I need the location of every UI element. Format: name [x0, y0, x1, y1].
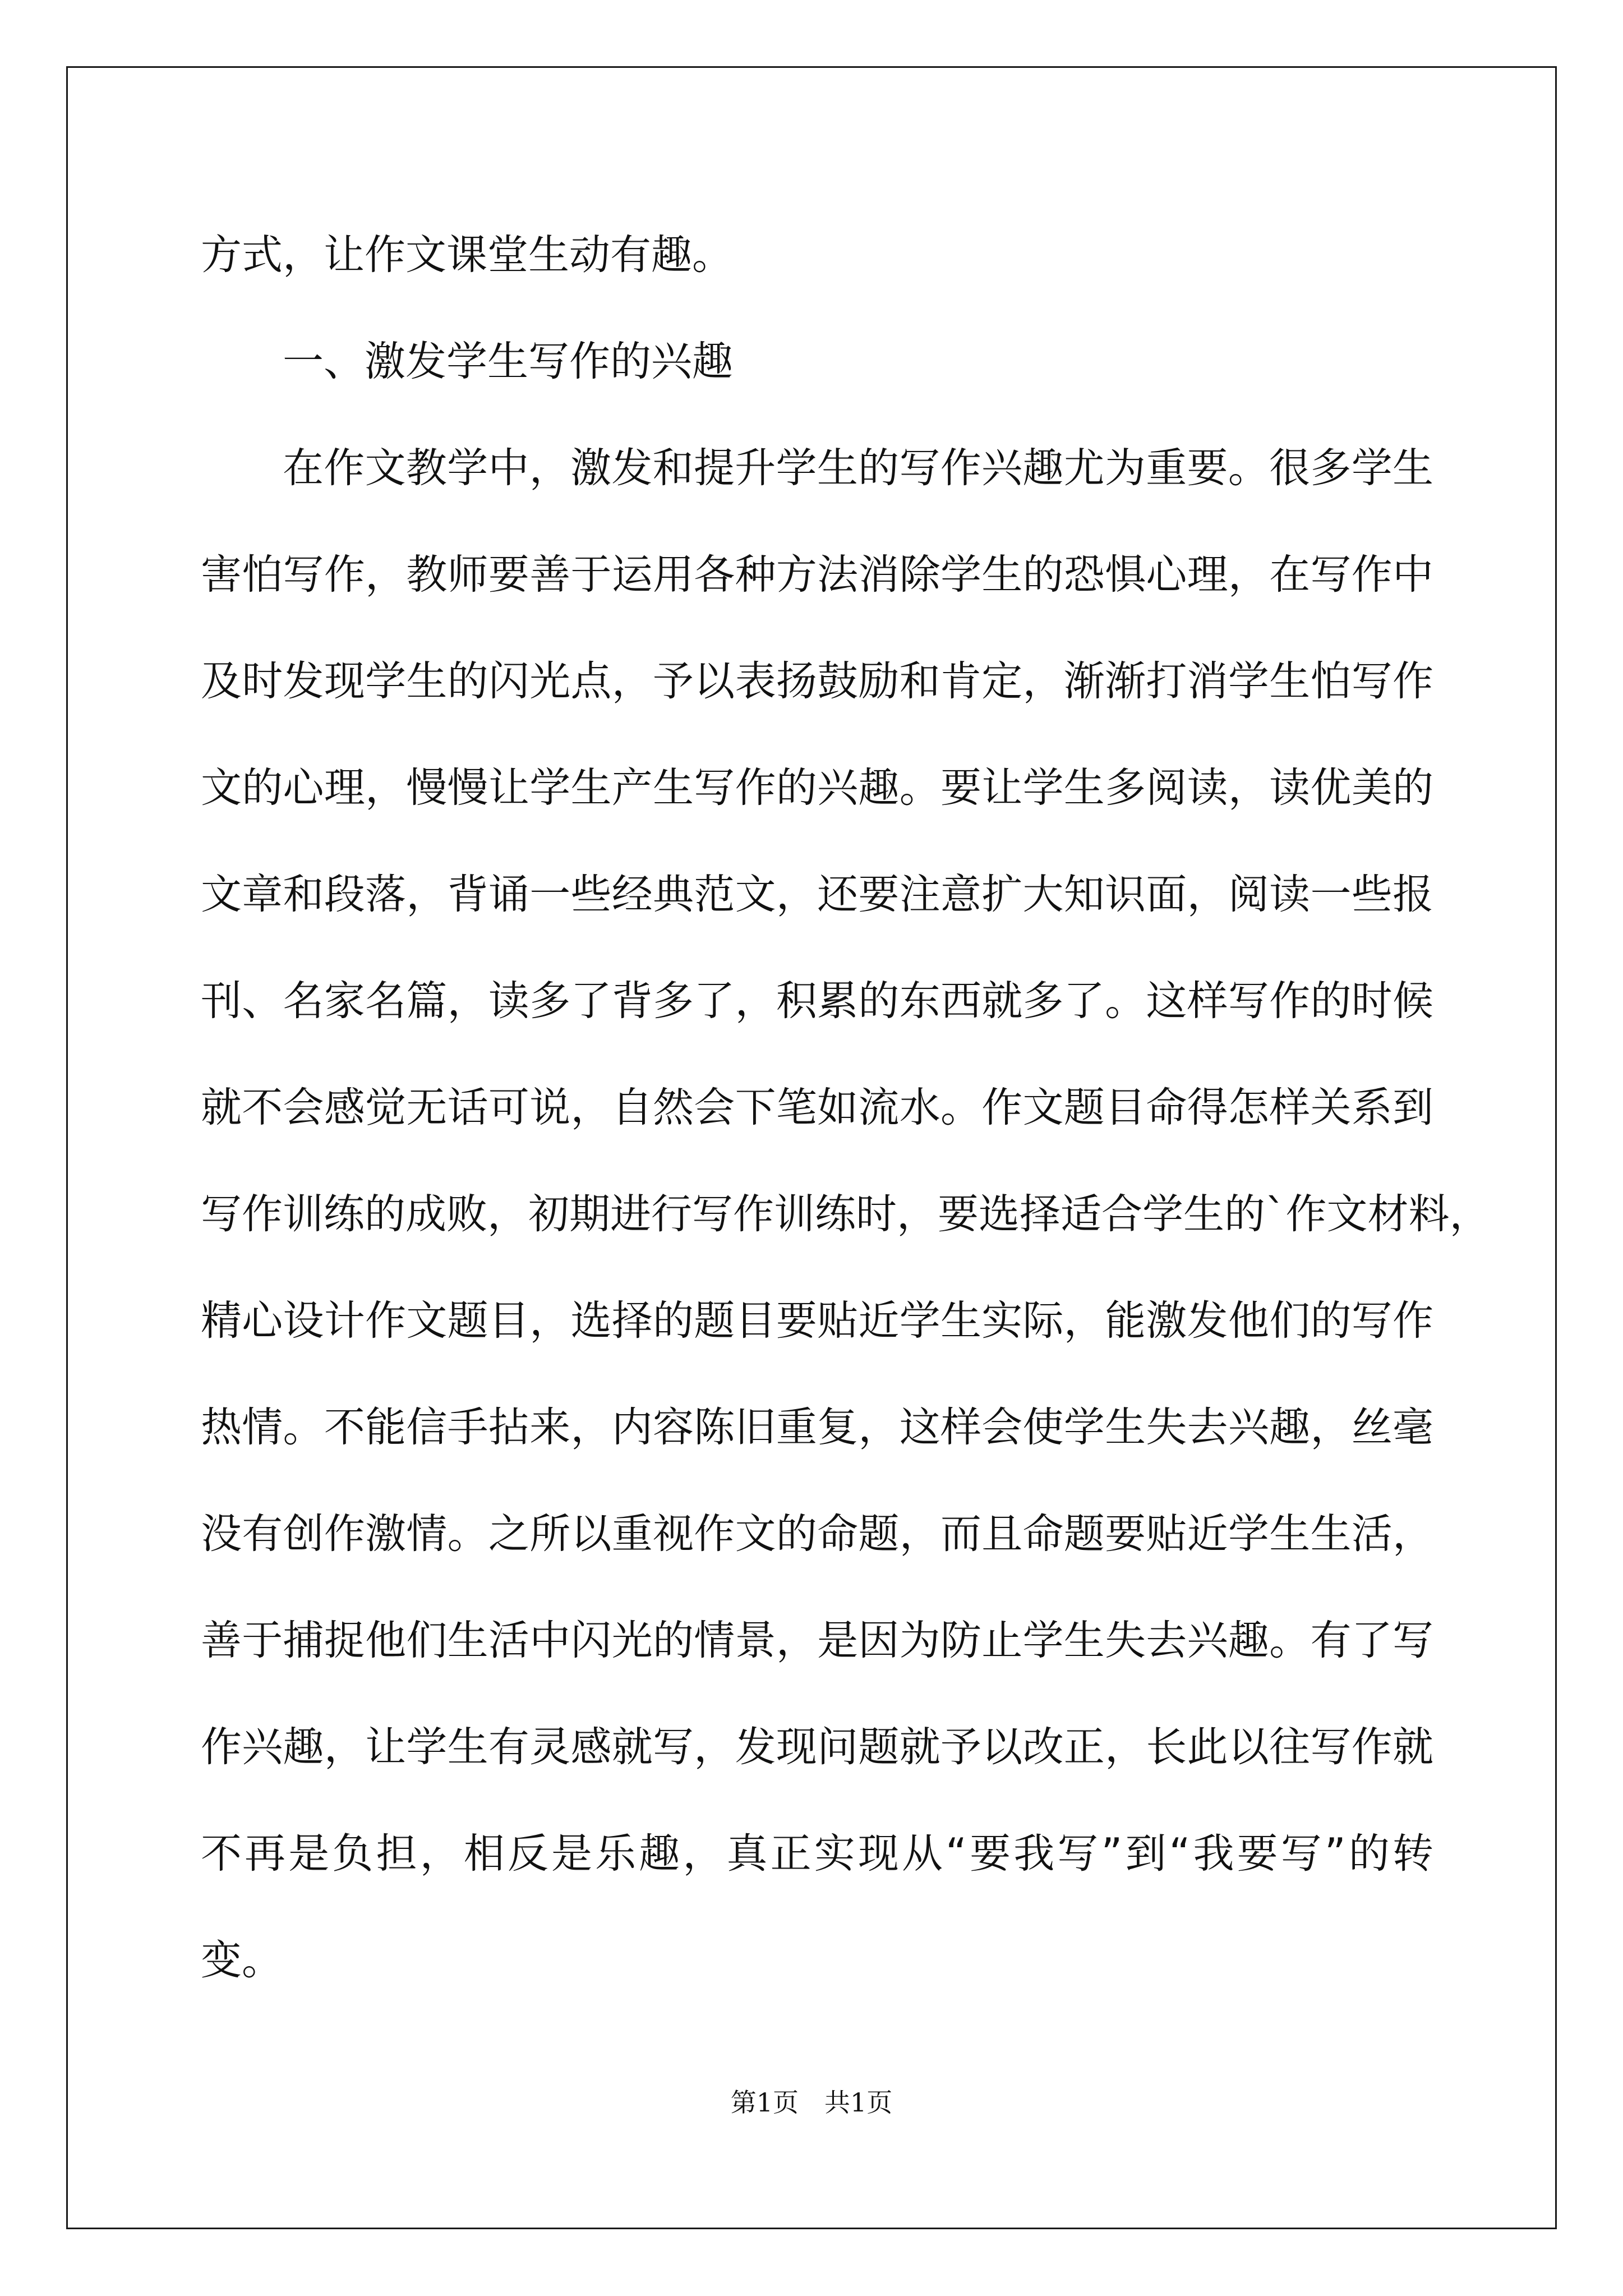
section-heading: 一、激发学生写作的兴趣: [283, 338, 733, 385]
text-line: 变。: [201, 1936, 283, 1984]
text-line: 文章和段落，背诵一些经典范文，还要注意扩大知识面，阅读一些报: [201, 871, 1433, 918]
text-line: 作兴趣，让学生有灵感就写，发现问题就予以改正，长此以往写作就: [201, 1723, 1433, 1771]
text-line: 害怕写作，教师要善于运用各种方法消除学生的恐惧心理，在写作中: [201, 551, 1433, 599]
text-line: 文的心理，慢慢让学生产生写作的兴趣。要让学生多阅读，读优美的: [201, 764, 1433, 812]
text-line: 没有创作激情。之所以重视作文的命题，而且命题要贴近学生生活，: [201, 1510, 1433, 1558]
text-line: 方式，让作文课堂生动有趣。: [201, 231, 733, 279]
text-line: 就不会感觉无话可说，自然会下笔如流水。作文题目命得怎样关系到: [201, 1084, 1433, 1131]
text-line: 及时发现学生的闪光点，予以表扬鼓励和肯定，渐渐打消学生怕写作: [201, 657, 1433, 705]
page-footer: 第1页 共1页: [730, 2087, 893, 2118]
text-line: 善于捕捉他们生活中闪光的情景，是因为防止学生失去兴趣。有了写: [201, 1617, 1433, 1664]
text-line: 不再是负担，相反是乐趣，真正实现从“要我写”到“我要写”的转: [201, 1830, 1433, 1878]
text-line: 精心设计作文题目，选择的题目要贴近学生实际，能激发他们的写作: [201, 1297, 1433, 1345]
text-line: 写作训练的成败，初期进行写作训练时，要选择适合学生的`作文材料，: [201, 1190, 1491, 1238]
text-line: 在作文教学中，激发和提升学生的写作兴趣尤为重要。很多学生: [283, 444, 1433, 492]
text-line: 热情。不能信手拈来，内容陈旧重复，这样会使学生失去兴趣，丝毫: [201, 1404, 1433, 1451]
text-line: 刊、名家名篇，读多了背多了，积累的东西就多了。这样写作的时候: [201, 977, 1433, 1025]
